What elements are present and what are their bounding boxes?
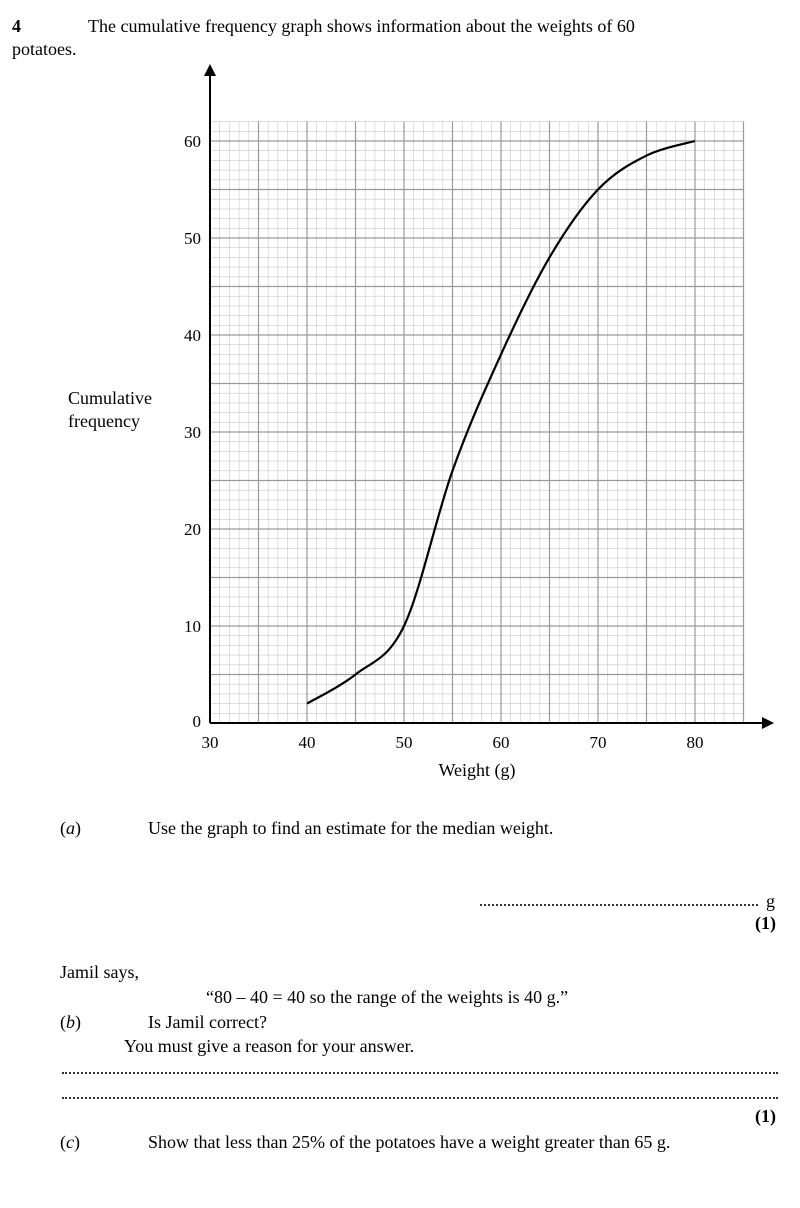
y-tick-label: 50 bbox=[184, 229, 201, 248]
y-axis-arrow-icon bbox=[204, 64, 216, 76]
x-tick-label: 80 bbox=[686, 733, 704, 752]
y-tick-label: 20 bbox=[184, 520, 201, 539]
x-tick-label: 40 bbox=[298, 733, 316, 752]
part-a-answer-line[interactable] bbox=[480, 904, 758, 906]
part-b-subtext: You must give a reason for your answer. bbox=[124, 1036, 415, 1056]
part-b-quote: “80 – 40 = 40 so the range of the weights is 40 g.” bbox=[206, 987, 569, 1007]
grid-minor-lines bbox=[210, 122, 744, 723]
x-tick-label: 30 bbox=[201, 733, 219, 752]
y-axis-label-line2: frequency bbox=[68, 411, 140, 431]
x-axis-arrow-icon bbox=[762, 717, 774, 729]
y-axis-label-line1: Cumulative bbox=[68, 388, 152, 408]
part-a-label: (a) bbox=[60, 818, 81, 838]
question-number: 4 bbox=[12, 16, 21, 36]
y-tick-label: 40 bbox=[184, 326, 201, 345]
part-b-intro: Jamil says, bbox=[60, 962, 139, 982]
part-b-answer-line-1[interactable] bbox=[62, 1072, 778, 1074]
part-c-label: (c) bbox=[60, 1132, 80, 1152]
part-c-text: Show that less than 25% of the potatoes have a weight greater than 65 g. bbox=[148, 1132, 671, 1152]
y-tick-label: 30 bbox=[184, 423, 201, 442]
x-tick-labels bbox=[202, 733, 704, 752]
y-tick-label: 0 bbox=[192, 712, 201, 731]
part-b-label: (b) bbox=[60, 1012, 81, 1032]
x-tick-label: 50 bbox=[395, 733, 413, 752]
axes bbox=[204, 64, 774, 729]
x-tick-label: 60 bbox=[492, 733, 510, 752]
y-tick-label: 10 bbox=[184, 617, 201, 636]
part-a-marks: (1) bbox=[755, 913, 776, 933]
question-intro-line2: potatoes. bbox=[12, 39, 77, 59]
part-a-unit: g bbox=[766, 891, 775, 911]
part-b-text: Is Jamil correct? bbox=[148, 1012, 267, 1032]
part-b-marks: (1) bbox=[755, 1106, 776, 1126]
y-tick-labels bbox=[184, 132, 201, 731]
part-b-answer-line-2[interactable] bbox=[62, 1097, 778, 1099]
x-tick-label: 70 bbox=[589, 733, 607, 752]
question-intro-line1: The cumulative frequency graph shows information about the weights of 60 bbox=[88, 16, 635, 36]
y-tick-label: 60 bbox=[184, 132, 201, 151]
part-a-text: Use the graph to find an estimate for the median weight. bbox=[148, 818, 554, 838]
x-axis-label: Weight (g) bbox=[438, 760, 516, 780]
